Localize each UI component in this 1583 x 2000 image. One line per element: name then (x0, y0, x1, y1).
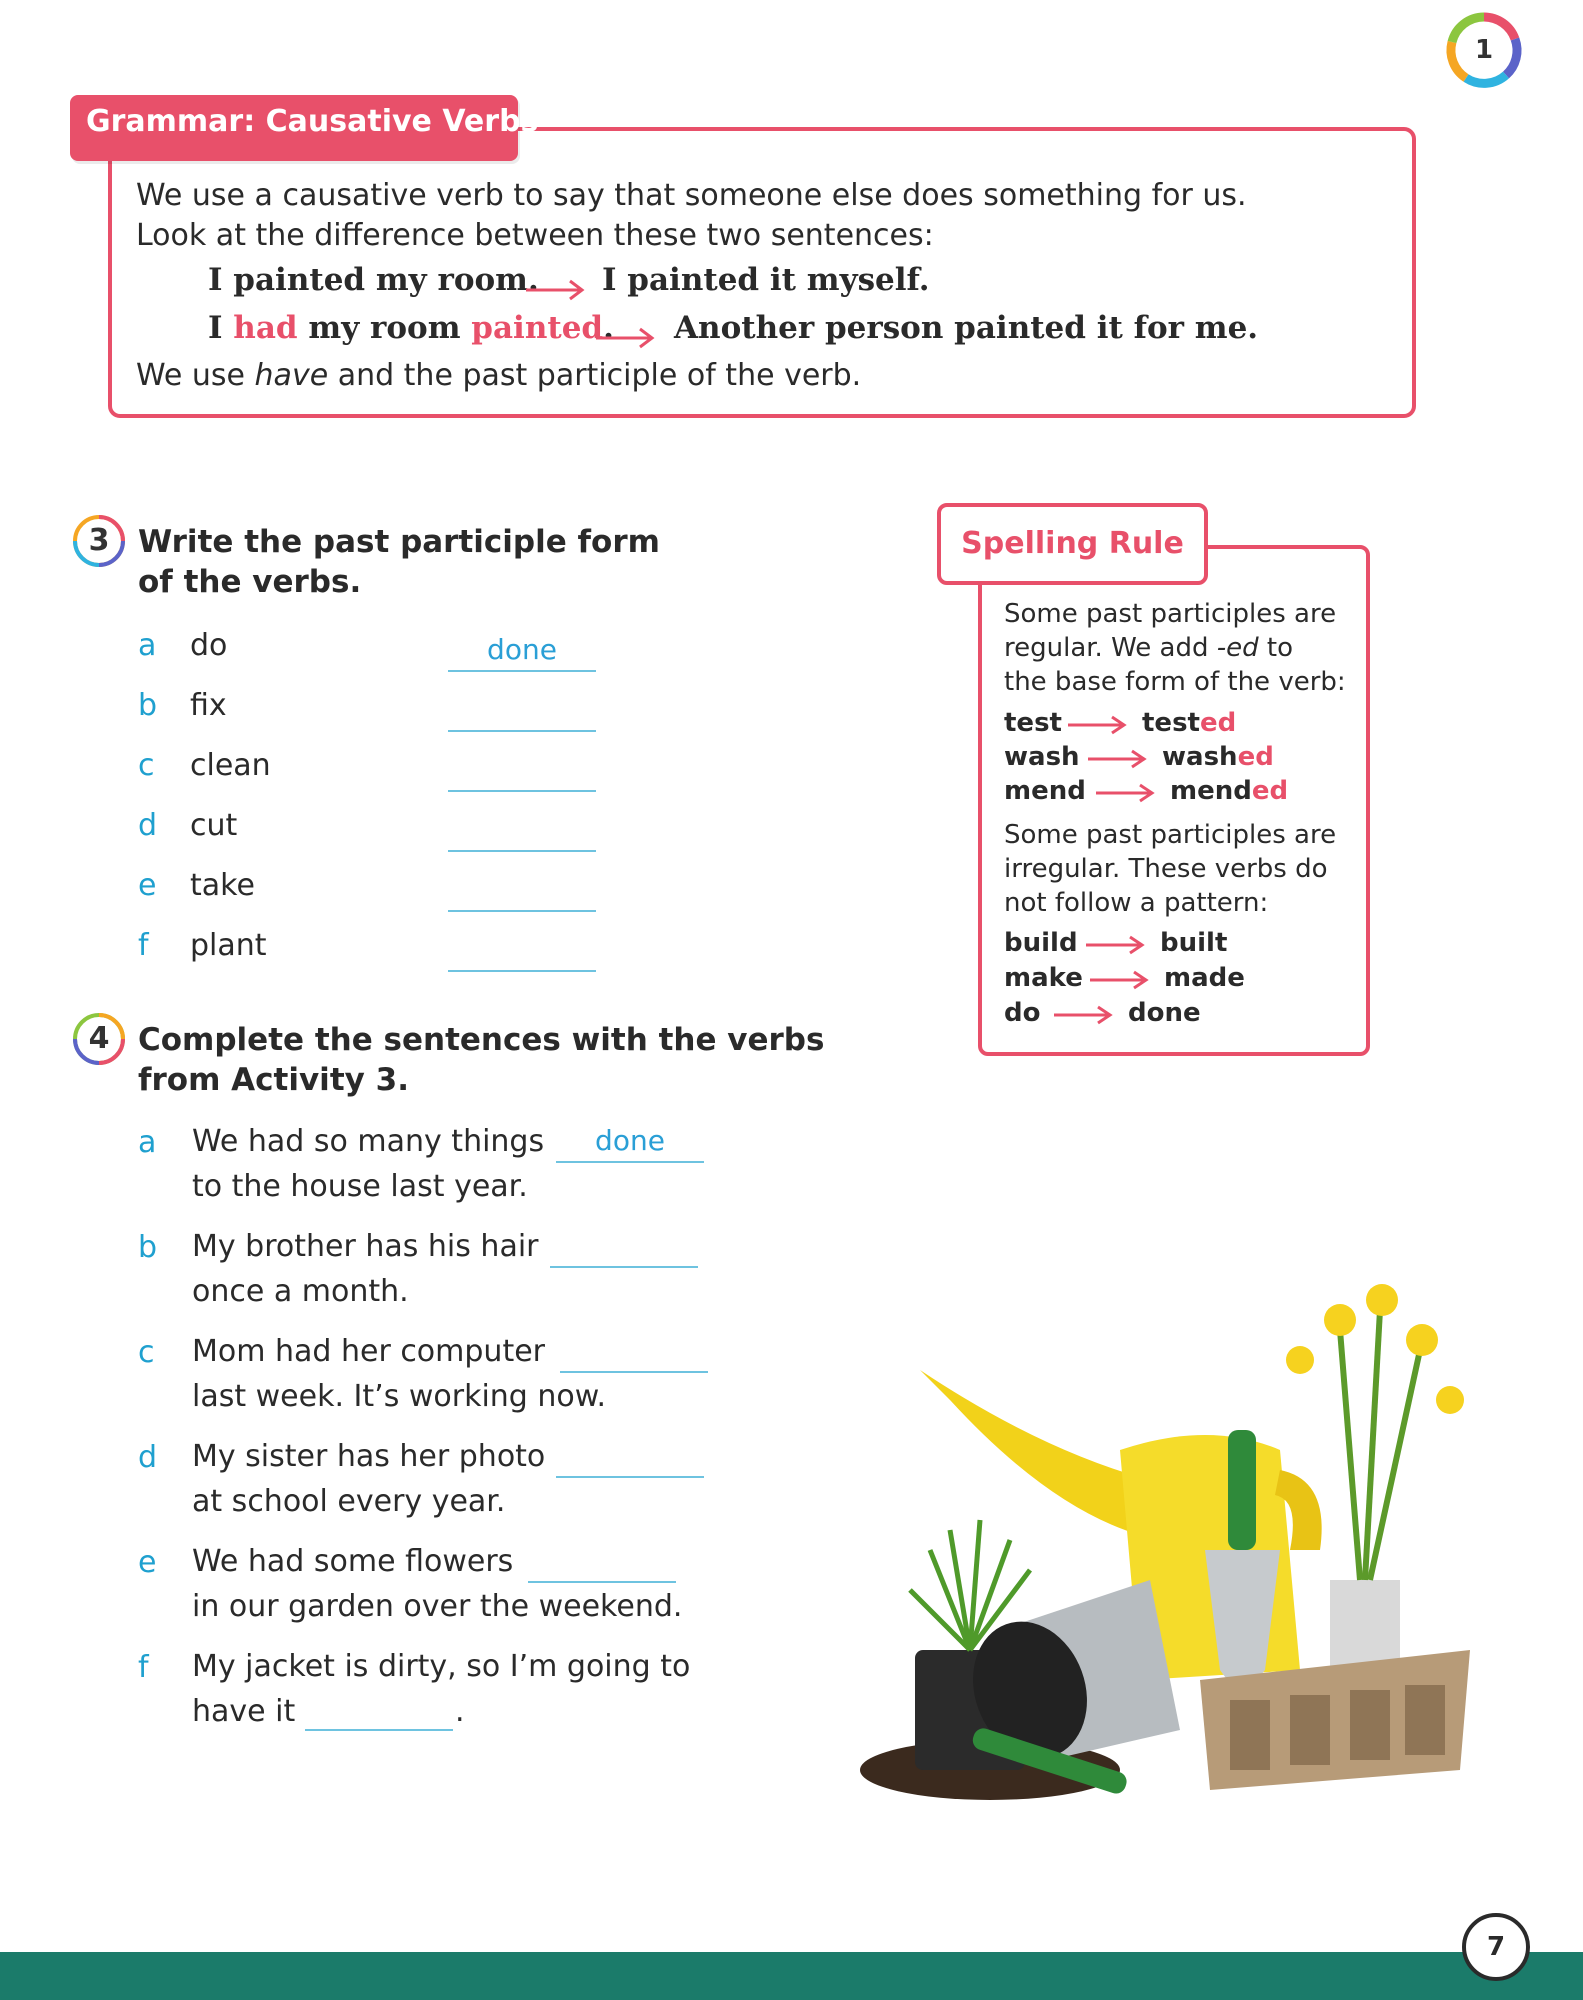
item-letter: f (138, 1650, 149, 1685)
answer-text: done (487, 633, 557, 666)
item-word: take (190, 868, 255, 903)
para1-ed: -ed (1216, 633, 1259, 663)
sentence-line-2: in our garden over the weekend. (192, 1589, 683, 1624)
example-1-left: I painted my room. (208, 262, 539, 298)
spelling-para1-line1: Some past participles are (1004, 599, 1337, 629)
verb-past-participle: made (1164, 963, 1245, 993)
verb-stem: test (1142, 708, 1200, 738)
spelling-rule-title: Spelling Rule (961, 526, 1184, 561)
answer-blank[interactable] (448, 690, 596, 732)
item-letter: c (138, 1335, 155, 1370)
verb-base: test (1004, 708, 1062, 738)
sentence-line-1: We had some flowers (192, 1544, 514, 1579)
spelling-para2-line2: irregular. These verbs do (1004, 854, 1328, 884)
verb-base: do (1004, 998, 1041, 1028)
footer-bar (0, 1952, 1583, 2000)
item-letter: b (138, 688, 158, 723)
example-2-right: Another person painted it for me. (674, 310, 1259, 346)
unit-number: 1 (1474, 35, 1494, 65)
answer-text: done (595, 1124, 665, 1157)
sentence-line-2: to the house last year. (192, 1169, 528, 1204)
item-letter: d (138, 808, 158, 843)
item-word: fix (190, 688, 227, 723)
verb-base: mend (1004, 776, 1086, 806)
ex2-had: had (233, 310, 298, 346)
item-letter: c (138, 748, 155, 783)
arrow-right-icon (524, 278, 588, 302)
sentence-line-2: once a month. (192, 1274, 409, 1309)
verb-stem: wash (1162, 742, 1238, 772)
grammar-title: Grammar: Causative Verbs (86, 104, 539, 139)
verb-base: build (1004, 928, 1078, 958)
ex2-painted: painted (471, 310, 604, 346)
verb-stem: mend (1170, 776, 1252, 806)
sentence-line-1: My jacket is dirty, so I’m going to (192, 1649, 691, 1684)
arrow-right-icon (1066, 714, 1130, 736)
answer-blank[interactable] (550, 1226, 698, 1268)
grammar-intro-1: We use a causative verb to say that someone else does something for us. (136, 178, 1247, 213)
answer-blank[interactable] (560, 1331, 708, 1373)
item-word: clean (190, 748, 271, 783)
sentence-end: . (455, 1694, 465, 1729)
sentence-line-2: have it (192, 1694, 296, 1729)
outro-part: and the past participle of the verb. (328, 358, 862, 393)
verb-past-participle: done (1128, 998, 1201, 1028)
verb-suffix: ed (1199, 708, 1237, 738)
spelling-para1-line3: the base form of the verb: (1004, 667, 1346, 697)
activity-4-title-2: from Activity 3. (138, 1062, 409, 1098)
item-letter: a (138, 628, 157, 663)
example-1-right: I painted it myself. (602, 262, 930, 298)
verb-past-participle (1170, 776, 1288, 806)
arrow-right-icon (1084, 934, 1148, 956)
item-letter: d (138, 1440, 158, 1475)
para1-part: regular. We add (1004, 633, 1217, 663)
verb-past-participle: built (1160, 928, 1228, 958)
para1-part: to (1258, 633, 1294, 663)
answer-blank[interactable] (305, 1689, 453, 1731)
ex2-part: my room (297, 310, 472, 346)
answer-blank[interactable] (556, 1436, 704, 1478)
answer-blank[interactable] (448, 870, 596, 912)
answer-blank[interactable] (448, 930, 596, 972)
example-2-left (208, 310, 614, 346)
verb-past-participle (1142, 708, 1236, 738)
verb-past-participle (1162, 742, 1274, 772)
sentence-line-1: Mom had her computer (192, 1334, 545, 1369)
ex2-part: . (603, 310, 614, 346)
answer-blank[interactable] (448, 750, 596, 792)
arrow-right-icon (1088, 969, 1152, 991)
arrow-right-icon (1052, 1004, 1116, 1026)
page-number: 7 (1486, 1932, 1506, 1962)
activity-4-number: 4 (88, 1021, 110, 1056)
verb-base: make (1004, 963, 1083, 993)
item-letter: e (138, 1545, 157, 1580)
activity-3-title-2: of the verbs. (138, 564, 362, 600)
item-letter: f (138, 928, 149, 963)
spelling-para2-line3: not follow a pattern: (1004, 888, 1269, 918)
sentence-line-1: We had so many things (192, 1124, 545, 1159)
arrow-right-icon (1094, 782, 1158, 804)
grammar-intro-2: Look at the difference between these two sentences: (136, 218, 934, 253)
outro-part: We use (136, 358, 255, 393)
activity-3-number: 3 (88, 523, 110, 558)
item-word: cut (190, 808, 238, 843)
item-letter: a (138, 1125, 157, 1160)
arrow-right-icon (1086, 748, 1150, 770)
spelling-para1-line2 (1004, 631, 1293, 665)
garden-tools-illustration (860, 1250, 1480, 1820)
ex2-part: I (208, 310, 234, 346)
verb-suffix: ed (1251, 776, 1289, 806)
verb-base: wash (1004, 742, 1080, 772)
grammar-outro (136, 358, 861, 393)
item-word: do (190, 628, 228, 663)
sentence-line-1: My sister has her photo (192, 1439, 546, 1474)
item-word: plant (190, 928, 267, 963)
activity-4-title-1: Complete the sentences with the verbs (138, 1022, 825, 1058)
answer-blank[interactable] (448, 810, 596, 852)
verb-suffix: ed (1237, 742, 1274, 772)
spelling-para2-line1: Some past participles are (1004, 820, 1337, 850)
outro-have: have (254, 358, 329, 393)
sentence-line-2: at school every year. (192, 1484, 506, 1519)
sentence-line-2: last week. It’s working now. (192, 1379, 607, 1414)
item-letter: b (138, 1230, 158, 1265)
sentence-line-1: My brother has his hair (192, 1229, 539, 1264)
item-letter: e (138, 868, 157, 903)
arrow-right-icon (594, 326, 658, 350)
answer-blank[interactable] (528, 1541, 676, 1583)
activity-3-title-1: Write the past participle form (138, 524, 660, 560)
